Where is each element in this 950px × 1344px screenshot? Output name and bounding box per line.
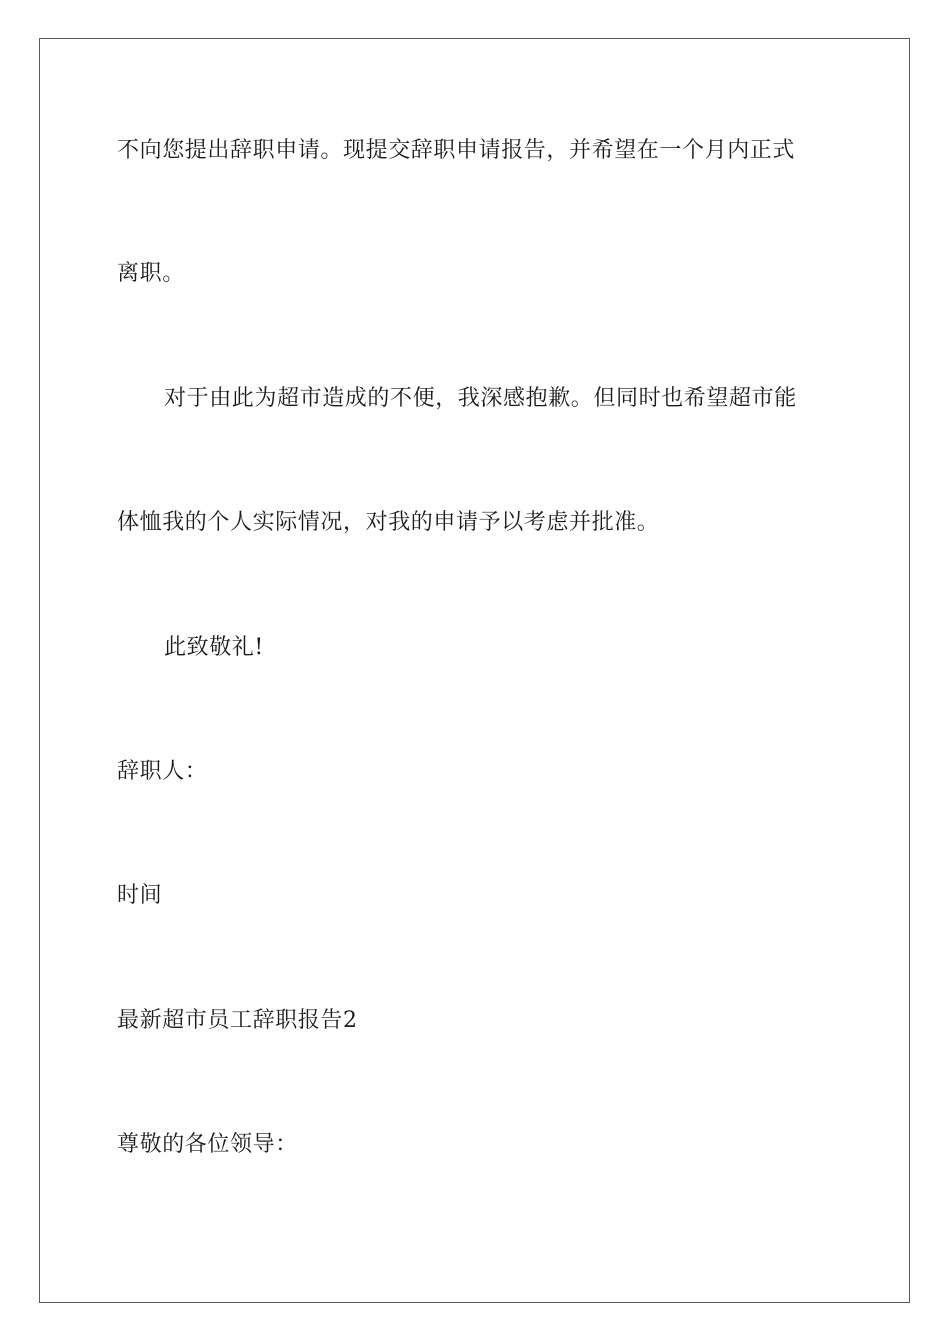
- body-text-line: 体恤我的个人实际情况，对我的申请予以考虑并批准。: [117, 510, 660, 535]
- section-title: 最新超市员工辞职报告2: [117, 1008, 358, 1033]
- body-text-line: 对于由此为超市造成的不便，我深感抱歉。但同时也希望超市能: [164, 386, 797, 411]
- greeting: 尊敬的各位领导：: [117, 1132, 298, 1157]
- closing-salutation: 此致敬礼!: [164, 635, 264, 660]
- date-label: 时间: [117, 883, 163, 908]
- body-text-line: 不向您提出辞职申请。现提交辞职申请报告，并希望在一个月内正式: [117, 138, 796, 163]
- page-frame: [39, 38, 910, 1303]
- body-text-line: 离职。: [117, 261, 185, 286]
- signature-label: 辞职人：: [117, 759, 208, 784]
